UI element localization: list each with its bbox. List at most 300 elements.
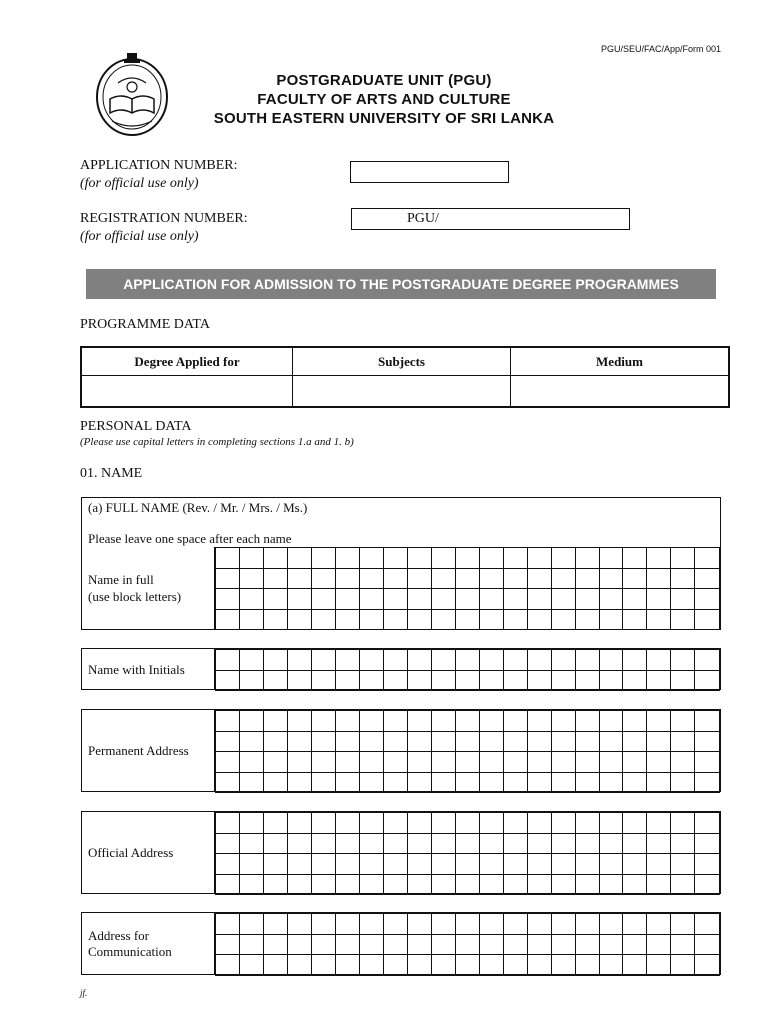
- letter-box[interactable]: [311, 731, 335, 752]
- letter-box[interactable]: [455, 752, 479, 773]
- letter-box[interactable]: [383, 731, 407, 752]
- letter-box[interactable]: [503, 752, 527, 773]
- letter-box[interactable]: [407, 670, 431, 691]
- letter-box[interactable]: [551, 670, 575, 691]
- letter-box[interactable]: [527, 731, 551, 752]
- letter-box[interactable]: [287, 914, 311, 935]
- name-in-full-grid[interactable]: [215, 547, 720, 630]
- letter-box[interactable]: [695, 833, 720, 854]
- letter-box[interactable]: [551, 650, 575, 671]
- letter-box[interactable]: [575, 609, 599, 630]
- letter-box[interactable]: [479, 934, 503, 955]
- letter-box[interactable]: [383, 874, 407, 895]
- letter-box[interactable]: [431, 711, 455, 732]
- letter-box[interactable]: [383, 568, 407, 589]
- letter-box[interactable]: [431, 772, 455, 793]
- letter-box[interactable]: [623, 914, 647, 935]
- letter-box[interactable]: [335, 914, 359, 935]
- letter-box[interactable]: [216, 934, 240, 955]
- letter-box[interactable]: [431, 914, 455, 935]
- letter-box[interactable]: [503, 934, 527, 955]
- letter-box[interactable]: [551, 813, 575, 834]
- letter-box[interactable]: [575, 711, 599, 732]
- letter-box[interactable]: [647, 650, 671, 671]
- letter-box[interactable]: [503, 711, 527, 732]
- letter-box[interactable]: [239, 854, 263, 875]
- letter-box[interactable]: [407, 772, 431, 793]
- letter-box[interactable]: [431, 955, 455, 976]
- letter-box[interactable]: [359, 589, 383, 610]
- letter-box[interactable]: [527, 650, 551, 671]
- letter-box[interactable]: [647, 833, 671, 854]
- letter-box[interactable]: [407, 568, 431, 589]
- letter-box[interactable]: [216, 650, 240, 671]
- letter-box[interactable]: [551, 934, 575, 955]
- letter-box[interactable]: [335, 854, 359, 875]
- letter-box[interactable]: [623, 813, 647, 834]
- letter-box[interactable]: [599, 589, 623, 610]
- letter-box[interactable]: [359, 955, 383, 976]
- letter-box[interactable]: [599, 813, 623, 834]
- letter-box[interactable]: [503, 874, 527, 895]
- medium-input-cell[interactable]: [511, 376, 729, 408]
- letter-box[interactable]: [407, 813, 431, 834]
- letter-box[interactable]: [383, 813, 407, 834]
- letter-box[interactable]: [671, 609, 695, 630]
- letter-box[interactable]: [359, 874, 383, 895]
- letter-box[interactable]: [455, 955, 479, 976]
- letter-box[interactable]: [311, 568, 335, 589]
- letter-box[interactable]: [335, 609, 359, 630]
- letter-box[interactable]: [239, 670, 263, 691]
- letter-box[interactable]: [695, 548, 720, 569]
- letter-box[interactable]: [479, 731, 503, 752]
- letter-box[interactable]: [671, 548, 695, 569]
- letter-box[interactable]: [599, 772, 623, 793]
- letter-box[interactable]: [335, 670, 359, 691]
- letter-box[interactable]: [407, 914, 431, 935]
- letter-box[interactable]: [335, 711, 359, 732]
- letter-box[interactable]: [599, 854, 623, 875]
- name-with-initials-grid[interactable]: [215, 649, 720, 691]
- letter-box[interactable]: [623, 772, 647, 793]
- letter-box[interactable]: [216, 955, 240, 976]
- letter-box[interactable]: [695, 854, 720, 875]
- letter-box[interactable]: [311, 934, 335, 955]
- letter-box[interactable]: [551, 874, 575, 895]
- letter-box[interactable]: [287, 955, 311, 976]
- letter-box[interactable]: [407, 752, 431, 773]
- letter-box[interactable]: [575, 650, 599, 671]
- letter-box[interactable]: [407, 609, 431, 630]
- letter-box[interactable]: [263, 854, 287, 875]
- letter-box[interactable]: [431, 833, 455, 854]
- letter-box[interactable]: [551, 731, 575, 752]
- letter-box[interactable]: [575, 772, 599, 793]
- letter-box[interactable]: [599, 711, 623, 732]
- letter-box[interactable]: [239, 955, 263, 976]
- letter-box[interactable]: [407, 711, 431, 732]
- letter-box[interactable]: [623, 568, 647, 589]
- letter-box[interactable]: [551, 772, 575, 793]
- letter-box[interactable]: [287, 731, 311, 752]
- letter-box[interactable]: [287, 589, 311, 610]
- letter-box[interactable]: [527, 548, 551, 569]
- letter-box[interactable]: [671, 955, 695, 976]
- letter-box[interactable]: [599, 548, 623, 569]
- letter-box[interactable]: [527, 955, 551, 976]
- letter-box[interactable]: [239, 711, 263, 732]
- letter-box[interactable]: [575, 752, 599, 773]
- letter-box[interactable]: [335, 813, 359, 834]
- letter-box[interactable]: [503, 731, 527, 752]
- letter-box[interactable]: [455, 914, 479, 935]
- letter-box[interactable]: [383, 772, 407, 793]
- letter-box[interactable]: [216, 568, 240, 589]
- letter-box[interactable]: [431, 568, 455, 589]
- letter-box[interactable]: [527, 874, 551, 895]
- letter-box[interactable]: [575, 813, 599, 834]
- letter-box[interactable]: [479, 711, 503, 732]
- letter-box[interactable]: [431, 589, 455, 610]
- letter-box[interactable]: [623, 650, 647, 671]
- letter-box[interactable]: [263, 934, 287, 955]
- letter-box[interactable]: [263, 955, 287, 976]
- letter-box[interactable]: [263, 914, 287, 935]
- letter-box[interactable]: [695, 934, 720, 955]
- letter-box[interactable]: [623, 609, 647, 630]
- letter-box[interactable]: [527, 934, 551, 955]
- letter-box[interactable]: [647, 548, 671, 569]
- letter-box[interactable]: [239, 731, 263, 752]
- letter-box[interactable]: [263, 670, 287, 691]
- letter-box[interactable]: [599, 955, 623, 976]
- letter-box[interactable]: [383, 833, 407, 854]
- letter-box[interactable]: [575, 670, 599, 691]
- letter-box[interactable]: [216, 914, 240, 935]
- letter-box[interactable]: [503, 914, 527, 935]
- letter-box[interactable]: [431, 650, 455, 671]
- letter-box[interactable]: [479, 548, 503, 569]
- letter-box[interactable]: [527, 833, 551, 854]
- letter-box[interactable]: [479, 813, 503, 834]
- letter-box[interactable]: [263, 589, 287, 610]
- letter-box[interactable]: [407, 833, 431, 854]
- letter-box[interactable]: [479, 874, 503, 895]
- letter-box[interactable]: [623, 548, 647, 569]
- letter-box[interactable]: [335, 568, 359, 589]
- official-address-grid[interactable]: [215, 812, 720, 895]
- letter-box[interactable]: [287, 548, 311, 569]
- letter-box[interactable]: [647, 609, 671, 630]
- letter-box[interactable]: [695, 650, 720, 671]
- letter-box[interactable]: [287, 772, 311, 793]
- letter-box[interactable]: [239, 609, 263, 630]
- letter-box[interactable]: [263, 731, 287, 752]
- letter-box[interactable]: [551, 914, 575, 935]
- letter-box[interactable]: [431, 813, 455, 834]
- letter-box[interactable]: [335, 752, 359, 773]
- letter-box[interactable]: [287, 752, 311, 773]
- letter-box[interactable]: [599, 670, 623, 691]
- letter-box[interactable]: [287, 670, 311, 691]
- letter-box[interactable]: [287, 650, 311, 671]
- letter-box[interactable]: [263, 833, 287, 854]
- letter-box[interactable]: [479, 772, 503, 793]
- letter-box[interactable]: [359, 914, 383, 935]
- letter-box[interactable]: [359, 548, 383, 569]
- letter-box[interactable]: [671, 568, 695, 589]
- letter-box[interactable]: [527, 568, 551, 589]
- letter-box[interactable]: [383, 650, 407, 671]
- letter-box[interactable]: [551, 609, 575, 630]
- letter-box[interactable]: [503, 955, 527, 976]
- letter-box[interactable]: [431, 934, 455, 955]
- letter-box[interactable]: [455, 934, 479, 955]
- letter-box[interactable]: [575, 854, 599, 875]
- letter-box[interactable]: [263, 568, 287, 589]
- letter-box[interactable]: [335, 955, 359, 976]
- letter-box[interactable]: [311, 548, 335, 569]
- application-number-field[interactable]: [350, 161, 509, 183]
- letter-box[interactable]: [287, 568, 311, 589]
- letter-box[interactable]: [383, 589, 407, 610]
- letter-box[interactable]: [623, 934, 647, 955]
- letter-box[interactable]: [216, 854, 240, 875]
- letter-box[interactable]: [503, 833, 527, 854]
- letter-box[interactable]: [455, 650, 479, 671]
- letter-box[interactable]: [671, 670, 695, 691]
- letter-box[interactable]: [287, 833, 311, 854]
- letter-box[interactable]: [623, 670, 647, 691]
- letter-box[interactable]: [216, 670, 240, 691]
- letter-box[interactable]: [239, 914, 263, 935]
- letter-box[interactable]: [239, 589, 263, 610]
- letter-box[interactable]: [239, 568, 263, 589]
- letter-box[interactable]: [287, 711, 311, 732]
- letter-box[interactable]: [527, 589, 551, 610]
- letter-box[interactable]: [455, 548, 479, 569]
- letter-box[interactable]: [263, 813, 287, 834]
- letter-box[interactable]: [239, 548, 263, 569]
- letter-box[interactable]: [695, 609, 720, 630]
- letter-box[interactable]: [455, 772, 479, 793]
- letter-box[interactable]: [551, 568, 575, 589]
- letter-box[interactable]: [647, 772, 671, 793]
- letter-box[interactable]: [671, 854, 695, 875]
- letter-box[interactable]: [479, 752, 503, 773]
- letter-box[interactable]: [239, 772, 263, 793]
- letter-box[interactable]: [527, 711, 551, 732]
- letter-box[interactable]: [695, 955, 720, 976]
- letter-box[interactable]: [239, 813, 263, 834]
- letter-box[interactable]: [503, 813, 527, 834]
- letter-box[interactable]: [527, 752, 551, 773]
- letter-box[interactable]: [671, 589, 695, 610]
- letter-box[interactable]: [335, 934, 359, 955]
- letter-box[interactable]: [503, 589, 527, 610]
- letter-box[interactable]: [335, 833, 359, 854]
- letter-box[interactable]: [671, 874, 695, 895]
- letter-box[interactable]: [383, 548, 407, 569]
- letter-box[interactable]: [431, 731, 455, 752]
- letter-box[interactable]: [383, 670, 407, 691]
- letter-box[interactable]: [527, 914, 551, 935]
- letter-box[interactable]: [263, 752, 287, 773]
- letter-box[interactable]: [599, 752, 623, 773]
- letter-box[interactable]: [455, 609, 479, 630]
- letter-box[interactable]: [671, 752, 695, 773]
- letter-box[interactable]: [599, 914, 623, 935]
- letter-box[interactable]: [599, 874, 623, 895]
- letter-box[interactable]: [503, 854, 527, 875]
- letter-box[interactable]: [551, 854, 575, 875]
- letter-box[interactable]: [311, 813, 335, 834]
- letter-box[interactable]: [311, 752, 335, 773]
- letter-box[interactable]: [575, 955, 599, 976]
- letter-box[interactable]: [359, 670, 383, 691]
- letter-box[interactable]: [527, 854, 551, 875]
- letter-box[interactable]: [551, 752, 575, 773]
- letter-box[interactable]: [695, 874, 720, 895]
- letter-box[interactable]: [407, 548, 431, 569]
- letter-box[interactable]: [311, 670, 335, 691]
- letter-box[interactable]: [671, 731, 695, 752]
- letter-box[interactable]: [383, 914, 407, 935]
- letter-box[interactable]: [623, 731, 647, 752]
- letter-box[interactable]: [311, 874, 335, 895]
- letter-box[interactable]: [575, 568, 599, 589]
- letter-box[interactable]: [599, 650, 623, 671]
- letter-box[interactable]: [479, 650, 503, 671]
- letter-box[interactable]: [311, 609, 335, 630]
- letter-box[interactable]: [359, 772, 383, 793]
- letter-box[interactable]: [431, 874, 455, 895]
- letter-box[interactable]: [263, 609, 287, 630]
- letter-box[interactable]: [263, 874, 287, 895]
- letter-box[interactable]: [287, 609, 311, 630]
- letter-box[interactable]: [311, 772, 335, 793]
- letter-box[interactable]: [431, 670, 455, 691]
- letter-box[interactable]: [239, 752, 263, 773]
- letter-box[interactable]: [287, 854, 311, 875]
- letter-box[interactable]: [431, 548, 455, 569]
- letter-box[interactable]: [623, 854, 647, 875]
- letter-box[interactable]: [671, 934, 695, 955]
- letter-box[interactable]: [479, 568, 503, 589]
- letter-box[interactable]: [503, 670, 527, 691]
- letter-box[interactable]: [216, 874, 240, 895]
- letter-box[interactable]: [479, 833, 503, 854]
- letter-box[interactable]: [695, 589, 720, 610]
- letter-box[interactable]: [455, 711, 479, 732]
- letter-box[interactable]: [551, 711, 575, 732]
- letter-box[interactable]: [479, 609, 503, 630]
- letter-box[interactable]: [407, 589, 431, 610]
- letter-box[interactable]: [551, 833, 575, 854]
- letter-box[interactable]: [455, 833, 479, 854]
- letter-box[interactable]: [335, 548, 359, 569]
- letter-box[interactable]: [695, 670, 720, 691]
- letter-box[interactable]: [551, 548, 575, 569]
- letter-box[interactable]: [647, 568, 671, 589]
- letter-box[interactable]: [311, 650, 335, 671]
- letter-box[interactable]: [575, 914, 599, 935]
- letter-box[interactable]: [647, 934, 671, 955]
- letter-box[interactable]: [216, 772, 240, 793]
- letter-box[interactable]: [623, 589, 647, 610]
- letter-box[interactable]: [647, 874, 671, 895]
- letter-box[interactable]: [359, 711, 383, 732]
- letter-box[interactable]: [263, 650, 287, 671]
- letter-box[interactable]: [599, 833, 623, 854]
- letter-box[interactable]: [527, 670, 551, 691]
- letter-box[interactable]: [503, 609, 527, 630]
- letter-box[interactable]: [311, 955, 335, 976]
- letter-box[interactable]: [623, 711, 647, 732]
- letter-box[interactable]: [695, 711, 720, 732]
- letter-box[interactable]: [407, 874, 431, 895]
- letter-box[interactable]: [503, 650, 527, 671]
- letter-box[interactable]: [335, 589, 359, 610]
- letter-box[interactable]: [527, 609, 551, 630]
- letter-box[interactable]: [527, 772, 551, 793]
- letter-box[interactable]: [407, 854, 431, 875]
- letter-box[interactable]: [695, 914, 720, 935]
- letter-box[interactable]: [575, 934, 599, 955]
- letter-box[interactable]: [647, 731, 671, 752]
- letter-box[interactable]: [575, 548, 599, 569]
- letter-box[interactable]: [671, 813, 695, 834]
- letter-box[interactable]: [551, 589, 575, 610]
- letter-box[interactable]: [671, 772, 695, 793]
- letter-box[interactable]: [671, 711, 695, 732]
- letter-box[interactable]: [455, 670, 479, 691]
- registration-number-field[interactable]: [351, 208, 630, 230]
- letter-box[interactable]: [455, 874, 479, 895]
- letter-box[interactable]: [359, 650, 383, 671]
- letter-box[interactable]: [383, 711, 407, 732]
- subjects-input-cell[interactable]: [293, 376, 511, 408]
- letter-box[interactable]: [455, 813, 479, 834]
- letter-box[interactable]: [575, 589, 599, 610]
- letter-box[interactable]: [455, 731, 479, 752]
- letter-box[interactable]: [216, 589, 240, 610]
- letter-box[interactable]: [359, 731, 383, 752]
- letter-box[interactable]: [455, 568, 479, 589]
- letter-box[interactable]: [479, 670, 503, 691]
- letter-box[interactable]: [695, 568, 720, 589]
- letter-box[interactable]: [383, 934, 407, 955]
- letter-box[interactable]: [479, 854, 503, 875]
- letter-box[interactable]: [216, 548, 240, 569]
- letter-box[interactable]: [431, 752, 455, 773]
- letter-box[interactable]: [575, 731, 599, 752]
- letter-box[interactable]: [623, 752, 647, 773]
- letter-box[interactable]: [407, 934, 431, 955]
- letter-box[interactable]: [695, 752, 720, 773]
- letter-box[interactable]: [239, 650, 263, 671]
- letter-box[interactable]: [335, 731, 359, 752]
- letter-box[interactable]: [671, 650, 695, 671]
- letter-box[interactable]: [623, 833, 647, 854]
- letter-box[interactable]: [647, 914, 671, 935]
- letter-box[interactable]: [647, 854, 671, 875]
- letter-box[interactable]: [623, 955, 647, 976]
- letter-box[interactable]: [407, 731, 431, 752]
- letter-box[interactable]: [239, 934, 263, 955]
- letter-box[interactable]: [551, 955, 575, 976]
